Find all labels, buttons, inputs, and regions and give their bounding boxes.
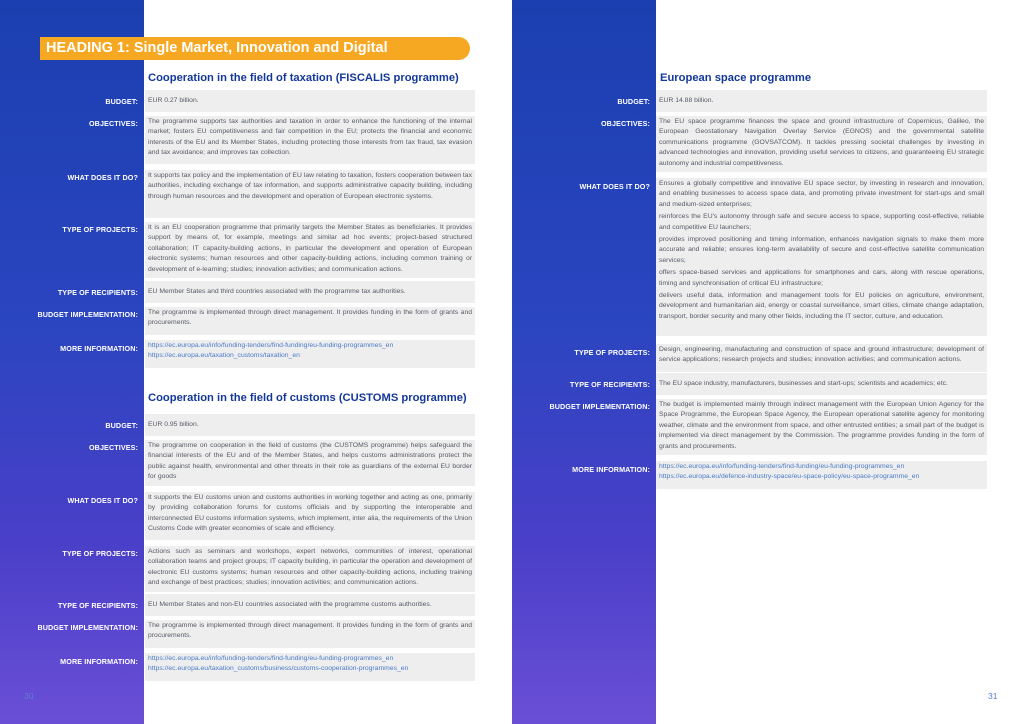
space-recipients-value: The EU space industry, manufacturers, businesses and start-ups; scientists and academics; etc. [656,373,987,395]
customs-implementation-value: The programme is implemented through direct management. It provides funding in the form of grants and procurements. [145,620,475,648]
fiscalis-recipients-label: TYPE OF RECIPIENTS: [57,288,138,297]
space-what-item: provides improved positioning and timing information, enhances navigation signals to make them more accurate and reliable; ensures long-term availability of secure and cost-effective satellite communication services; [659,236,984,264]
fiscalis-funding-link[interactable]: https://ec.europa.eu/info/funding-tenders/find-funding/eu-funding-programmes_en [148,342,394,349]
space-title: European space programme [660,72,812,84]
space-what-item: reinforces the EU's autonomy through safe and secure access to space, supporting cost-effective, reliable and competitive EU launchers; [659,213,984,231]
fiscalis-implementation-label: BUDGET IMPLEMENTATION: [37,310,138,319]
customs-objectives-value: The programme on cooperation in the field of customs (the CUSTOMS programme) helps safeguard the financial interests of the EU and of the Member States, and helps customs administrations protect the public against health, environmental and other threats in their role as guardians of the external EU border for goods [145,440,475,486]
space-budget-label: BUDGET: [617,97,650,106]
fiscalis-objectives-label: OBJECTIVES: [88,119,138,128]
page-gutter [488,0,512,724]
space-what-item: offers space-based services and applications for smartphones and cars, along with rescue operations, timing and synchronisation of critical EU infrastructure; [659,269,984,287]
fiscalis-objectives-value: The programme supports tax authorities and taxation in order to enhance the functioning of the internal market; fosters EU competitiveness and fair competition in the EU; protects the financial and economic interests of the EU and its Member States, including protecting those interests from tax fraud, tax evasion and tax avoidance; and improves tax collection. [145,116,475,164]
customs-cooperation-link[interactable]: https://ec.europa.eu/taxation_customs/business/customs-cooperation-programmes_en [148,665,409,673]
fiscalis-budget-label: BUDGET: [105,97,138,106]
customs-implementation-label: BUDGET IMPLEMENTATION: [37,623,138,632]
fiscalis-taxation-link[interactable]: https://ec.europa.eu/taxation_customs/taxation_en [148,352,300,360]
page-number-right: 31 [988,691,998,701]
fiscalis-more-value [145,340,475,368]
space-what-value [656,178,987,336]
space-projects-value: Design, engineering, manufacturing and construction of space and ground infrastructure; development of service applications; research projects and studies; innovation activities; and communication actions. [656,344,987,372]
fiscalis-projects-label: TYPE OF PROJECTS: [62,225,138,234]
customs-budget-label: BUDGET: [105,421,138,430]
left-blue-band [0,0,144,724]
space-more-label: MORE INFORMATION: [572,465,650,474]
space-projects-label: TYPE OF PROJECTS: [574,348,650,357]
space-objectives-label: OBJECTIVES: [600,119,650,128]
space-objectives-value: The EU space programme finances the space and ground infrastructure of Copernicus, Galileo, the European Geostationary Navigation Overlay Service (EGNOS) and the governmental satellite communications programme (GOVSATCOM). It tackles pressing societal challenges by investing in advanced technologies and innovation, providing useful services to citizens, and guaranteeing EU strategic autonomy and industrial competitiveness. [656,116,987,172]
space-what-item: delivers useful data, information and management tools for EU policies on agriculture, environment, development and humanitarian aid, energy or coastal surveillance, smart cities, climate change adaptation, transport, border security and many other fields, including the IT sector, culture, and education. [659,292,984,320]
fiscalis-more-label: MORE INFORMATION: [60,344,138,353]
customs-title: Cooperation in the field of customs (CUSTOMS programme) [148,392,467,404]
space-implementation-value: The budget is implemented mainly through indirect management with the European Union Agency for the Space Programme, the European Space Agency, the European operational satellite agency for monitoring weather, climate and the environment from space, and other entrusted entities; a small part of the budget is implemented via direct management by the Commission. The programme provides funding in the form of grants and procurements. [656,399,987,455]
fiscalis-budget-value: EUR 0.27 billion. [145,90,475,112]
space-funding-link[interactable]: https://ec.europa.eu/info/funding-tenders/find-funding/eu-funding-programmes_en [659,463,905,470]
space-more-value [656,461,987,489]
customs-what-value: It supports the EU customs union and customs authorities in working together and acting as one, primarily by providing collaboration forums for customs officials and by supporting the interoperable and interconnected EU customs information systems, which implement, inter alia, the requirements of the Union Customs Code with greater economies of scale and efficiency. [145,492,475,540]
fiscalis-what-label: WHAT DOES IT DO? [67,173,138,182]
page-number-left: 30 [24,691,34,701]
space-budget-value: EUR 14.88 billion. [656,90,987,112]
customs-projects-value: Actions such as seminars and workshops, expert networks, communities of interest, operational collaboration teams and project groups; IT capacity building, in particular the operation and development of electronic EU customs systems; human resources and other capacity-building actions, including training and exchange of best practices; studies; innovation activities; and communication actions. [145,546,475,592]
fiscalis-projects-value: It is an EU cooperation programme that primarily targets the Member States as beneficiaries. It provides support by means of, for example, meetings and similar ad hoc events; project-based structured collaboration; IT capacity-building actions, in particular the development and operation of European electronic systems; human resources and other capacity-building actions, including common training or development of e-learning; studies; innovation activities; and communication actions. [145,222,475,278]
customs-objectives-label: OBJECTIVES: [88,443,138,452]
customs-budget-value: EUR 0.95 billion. [145,414,475,436]
space-programme-link[interactable]: https://ec.europa.eu/defence-industry-space/eu-space-policy/eu-space-programme_en [659,473,920,481]
fiscalis-title: Cooperation in the field of taxation (FISCALIS programme) [148,72,459,84]
customs-funding-link[interactable]: https://ec.europa.eu/info/funding-tenders/find-funding/eu-funding-programmes_en [148,655,394,662]
customs-projects-label: TYPE OF PROJECTS: [62,549,138,558]
space-recipients-label: TYPE OF RECIPIENTS: [569,380,650,389]
right-blue-band [512,0,656,724]
fiscalis-implementation-value: The programme is implemented through direct management. It provides funding in the form of grants and procurements. [145,307,475,335]
space-what-label: WHAT DOES IT DO? [579,182,650,191]
chapter-heading: HEADING 1: Single Market, Innovation and Digital [40,37,470,60]
customs-recipients-label: TYPE OF RECIPIENTS: [57,601,138,610]
customs-what-label: WHAT DOES IT DO? [67,496,138,505]
space-what-item: Ensures a globally competitive and innovative EU space sector, by investing in research and innovation, and enabling businesses to access space data, and promoting private investment for start-ups and small and medium-sized enterprises; [659,180,984,208]
fiscalis-recipients-value: EU Member States and third countries associated with the programme tax authorities. [145,281,475,303]
space-implementation-label: BUDGET IMPLEMENTATION: [549,402,650,411]
customs-recipients-value: EU Member States and non-EU countries associated with the programme customs authorities. [145,594,475,616]
customs-more-label: MORE INFORMATION: [60,657,138,666]
fiscalis-what-value: It supports tax policy and the implementation of EU law relating to taxation, fosters cooperation between tax authorities, including exchange of tax information, and supports administrative capacity building, including through human resources and the development and operation of European electronic systems. [145,170,475,218]
customs-more-value [145,653,475,681]
